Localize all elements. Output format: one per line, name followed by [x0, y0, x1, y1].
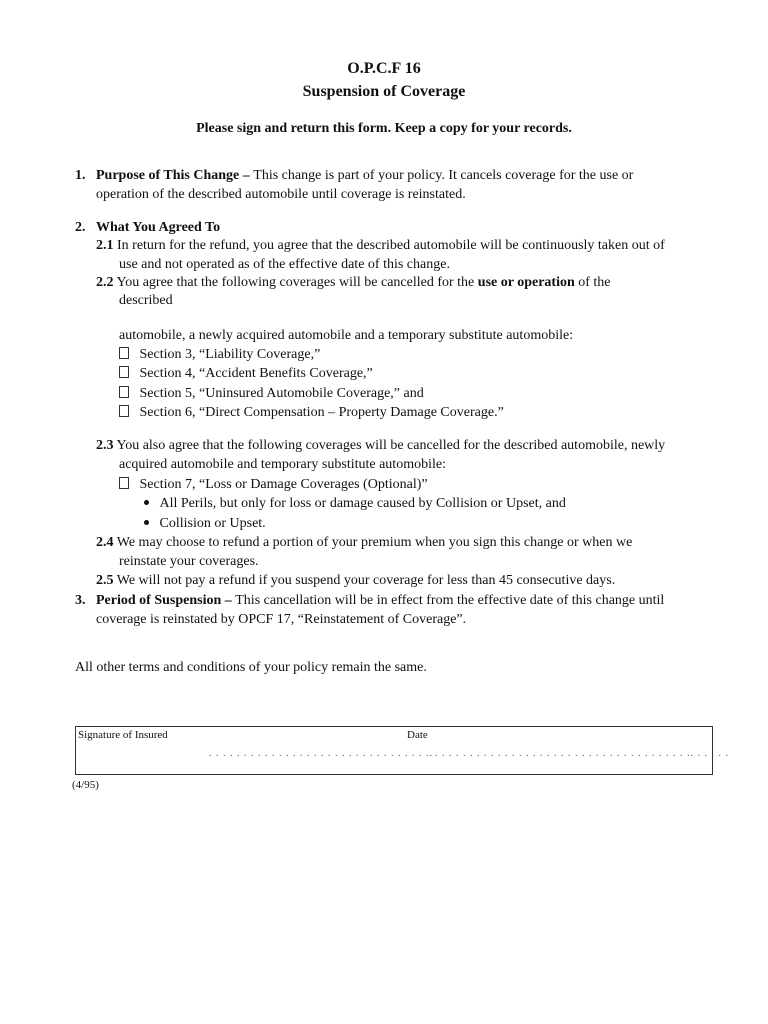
item-2-2-line-3: automobile, a newly acquired automobile and a temporary substitute automobile: — [119, 328, 574, 343]
section-3-line-2: coverage is reinstated by OPCF 17, “Reinstatement of Coverage”. — [96, 612, 467, 627]
bullet-text: Section 5, “Uninsured Automobile Coverage,” and — [139, 386, 424, 401]
item-2-2-text-post: of the — [574, 275, 611, 290]
signature-label: Signature of Insured — [78, 729, 168, 741]
item-2-3-bullet — [119, 476, 428, 494]
sub-bullet-text: All Perils, but only for loss or damage caused by Collision or Upset, and — [159, 496, 566, 511]
item-2-3-text: You also agree that the following coverages will be cancelled for the described automobile, newly — [113, 438, 666, 453]
section-3-text: This cancellation will be in effect from the effective date of this change until — [235, 593, 665, 608]
section-3-heading: Period of Suspension — [96, 593, 222, 608]
bullet-text: Section 3, “Liability Coverage,” — [139, 347, 321, 362]
signature-box — [75, 726, 729, 775]
missing-glyph-icon — [119, 405, 129, 417]
section-1-heading: Purpose of This Change — [96, 168, 240, 183]
missing-glyph-icon — [119, 386, 129, 398]
item-2-2-line-1 — [96, 274, 611, 292]
item-2-4-number: 2.4 — [96, 535, 114, 550]
date-line[interactable]: . . . . . . . . . . . . . . . . . . . . . . . . . . . . . . . . . . . . .. . . . . . — [435, 748, 729, 759]
item-2-2-bullet — [119, 346, 320, 364]
item-2-3-sub-bullet — [144, 495, 566, 513]
item-2-2-text-bold: use or operation — [477, 275, 575, 290]
item-2-5-number: 2.5 — [96, 573, 114, 588]
missing-glyph-icon — [119, 347, 129, 359]
bullet-dot-icon — [144, 500, 149, 505]
section-1-line-2: operation of the described automobile until coverage is reinstated. — [96, 187, 466, 202]
form-code: O.P.C.F 16 — [347, 60, 421, 77]
section-1-dash: – — [239, 168, 254, 183]
section-2-heading: What You Agreed To — [96, 220, 221, 235]
item-2-5-text: We will not pay a refund if you suspend your coverage for less than 45 consecutive days. — [113, 573, 616, 588]
item-2-1-line-2: use and not operated as of the effective date of this change. — [119, 257, 450, 272]
section-1-number: 1. — [75, 168, 86, 183]
item-2-1-number: 2.1 — [96, 238, 114, 253]
missing-glyph-icon — [119, 477, 129, 489]
item-2-4-text: We may choose to refund a portion of your premium when you sign this change or when we — [113, 535, 633, 550]
missing-glyph-icon — [119, 366, 129, 378]
closing-statement: All other terms and conditions of your policy remain the same. — [75, 660, 427, 675]
item-2-4-line-2: reinstate your coverages. — [119, 554, 259, 569]
date-label: Date — [407, 729, 428, 741]
section-2-number: 2. — [75, 220, 86, 235]
form-title: Suspension of Coverage — [302, 83, 466, 100]
section-3-number: 3. — [75, 593, 86, 608]
item-2-2-text-pre: You agree that the following coverages will be cancelled for the — [113, 275, 478, 290]
item-2-2-line-2: described — [119, 293, 173, 308]
sub-bullet-text: Collision or Upset. — [159, 516, 266, 531]
section-1-line-1 — [96, 167, 633, 185]
item-2-1-text: In return for the refund, you agree that the described automobile will be continuously taken out of — [113, 238, 665, 253]
section-1-text: This change is part of your policy. It cancels coverage for the use or — [253, 168, 634, 183]
item-2-3-line-1 — [96, 437, 665, 455]
form-instruction: Please sign and return this form. Keep a copy for your records. — [196, 121, 572, 136]
bullet-text: Section 4, “Accident Benefits Coverage,” — [139, 366, 373, 381]
form-revision-code: (4/95) — [72, 779, 99, 791]
item-2-2-bullet — [119, 385, 424, 403]
bullet-text: Section 6, “Direct Compensation – Property Damage Coverage.” — [139, 405, 504, 420]
item-2-2-bullet — [119, 365, 373, 383]
section-3-dash: – — [221, 593, 236, 608]
section-3-line-1 — [96, 592, 664, 610]
item-2-2-bullet — [119, 404, 504, 422]
item-2-3-line-2: acquired automobile and temporary substitute automobile: — [119, 457, 446, 472]
item-2-4-line-1 — [96, 534, 632, 552]
bullet-dot-icon — [144, 520, 149, 525]
signature-line[interactable]: . . . . . . . . . . . . . . . . . . . . . . . . . . . . . . . .. — [209, 748, 433, 759]
item-2-1-line-1 — [96, 237, 665, 255]
item-2-3-number: 2.3 — [96, 438, 114, 453]
item-2-2-number: 2.2 — [96, 275, 114, 290]
item-2-3-sub-bullet — [144, 515, 266, 533]
bullet-text: Section 7, “Loss or Damage Coverages (Optional)” — [139, 477, 428, 492]
item-2-5-line-1 — [96, 572, 615, 590]
